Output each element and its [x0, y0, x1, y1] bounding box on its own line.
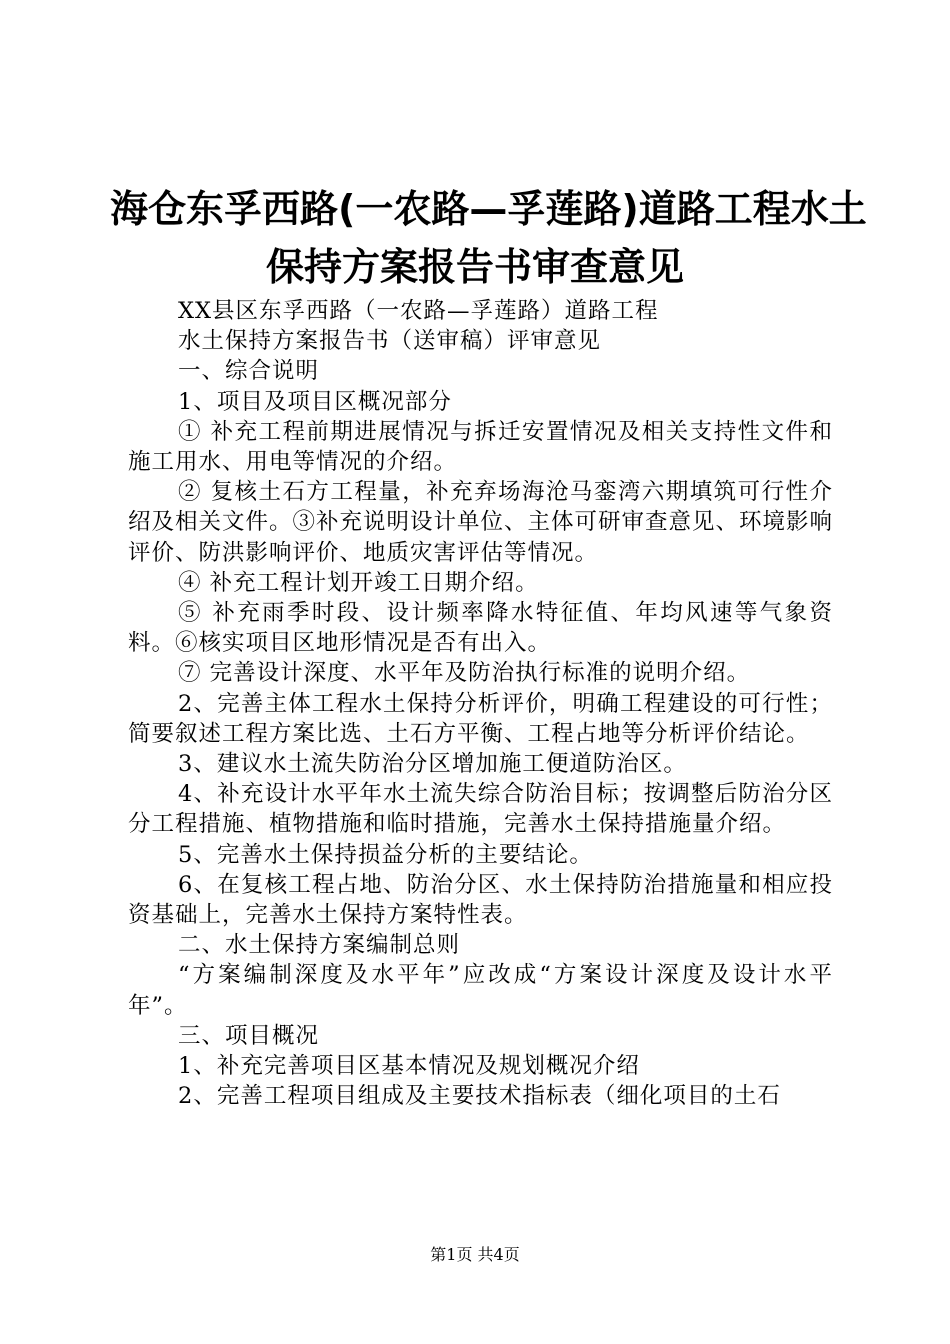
subsection-heading: 1、项目及项目区概况部分: [178, 388, 452, 415]
section-heading: 一、综合说明: [178, 358, 320, 385]
paragraph: “方案编制深度及水平年”应改成“方案设计深度及设计水平年”。: [128, 962, 833, 1019]
paragraph: 6、在复核工程占地、防治分区、水土保持防治措施量和相应投资基础上，完善水土保持方案特性表。: [128, 871, 833, 929]
paragraph: 5、完善水土保持损益分析的主要结论。: [178, 841, 593, 868]
paragraph: ⑦ 完善设计深度、水平年及防治执行标准的说明介绍。: [178, 660, 751, 687]
paragraph: 1、补充完善项目区基本情况及规划概况介绍: [178, 1053, 640, 1080]
section-heading: 三、项目概况: [178, 1022, 320, 1049]
document-title-line-2: 保持方案报告书审查意见: [265, 245, 684, 289]
paragraph: 4、补充设计水平年水土流失综合防治目标；按调整后防治分区分工程措施、植物措施和临时措施，完善水土保持措施量介绍。: [128, 781, 833, 838]
paragraph: ② 复核土石方工程量，补充弃场海沧马銮湾六期填筑可行性介绍及相关文件。③补充说明设计单位、主体可研审查意见、环境影响评价、防洪影响评价、地质灾害评估等情况。: [128, 479, 834, 566]
paragraph: 2、完善主体工程水土保持分析评价，明确工程建设的可行性；简要叙述工程方案比选、土石方平衡、工程占地等分析评价结论。: [128, 690, 833, 747]
paragraph: ① 补充工程前期进展情况与拆迁安置情况及相关支持性文件和施工用水、用电等情况的介绍。: [128, 418, 833, 476]
document-title-line-1: 海仓东孚西路(一农路—孚莲路)道路工程水土: [110, 187, 867, 231]
paragraph: XX县区东孚西路（一农路—孚莲路）道路工程: [178, 298, 659, 324]
page-number-footer: 第1页 共4页: [430, 1245, 520, 1264]
paragraph: 2、完善工程项目组成及主要技术指标表（细化项目的土石: [178, 1083, 781, 1110]
section-heading: 二、水土保持方案编制总则: [178, 932, 461, 959]
document-body: [128, 296, 833, 1111]
paragraph: ⑤ 补充雨季时段、设计频率降水特征值、年均风速等气象资料。⑥核实项目区地形情况是否有出入。: [128, 600, 833, 657]
paragraph: 水土保持方案报告书（送审稿）评审意见: [178, 328, 602, 355]
paragraph: 3、建议水土流失防治分区增加施工便道防治区。: [178, 751, 687, 778]
paragraph: ④ 补充工程计划开竣工日期介绍。: [178, 569, 539, 596]
